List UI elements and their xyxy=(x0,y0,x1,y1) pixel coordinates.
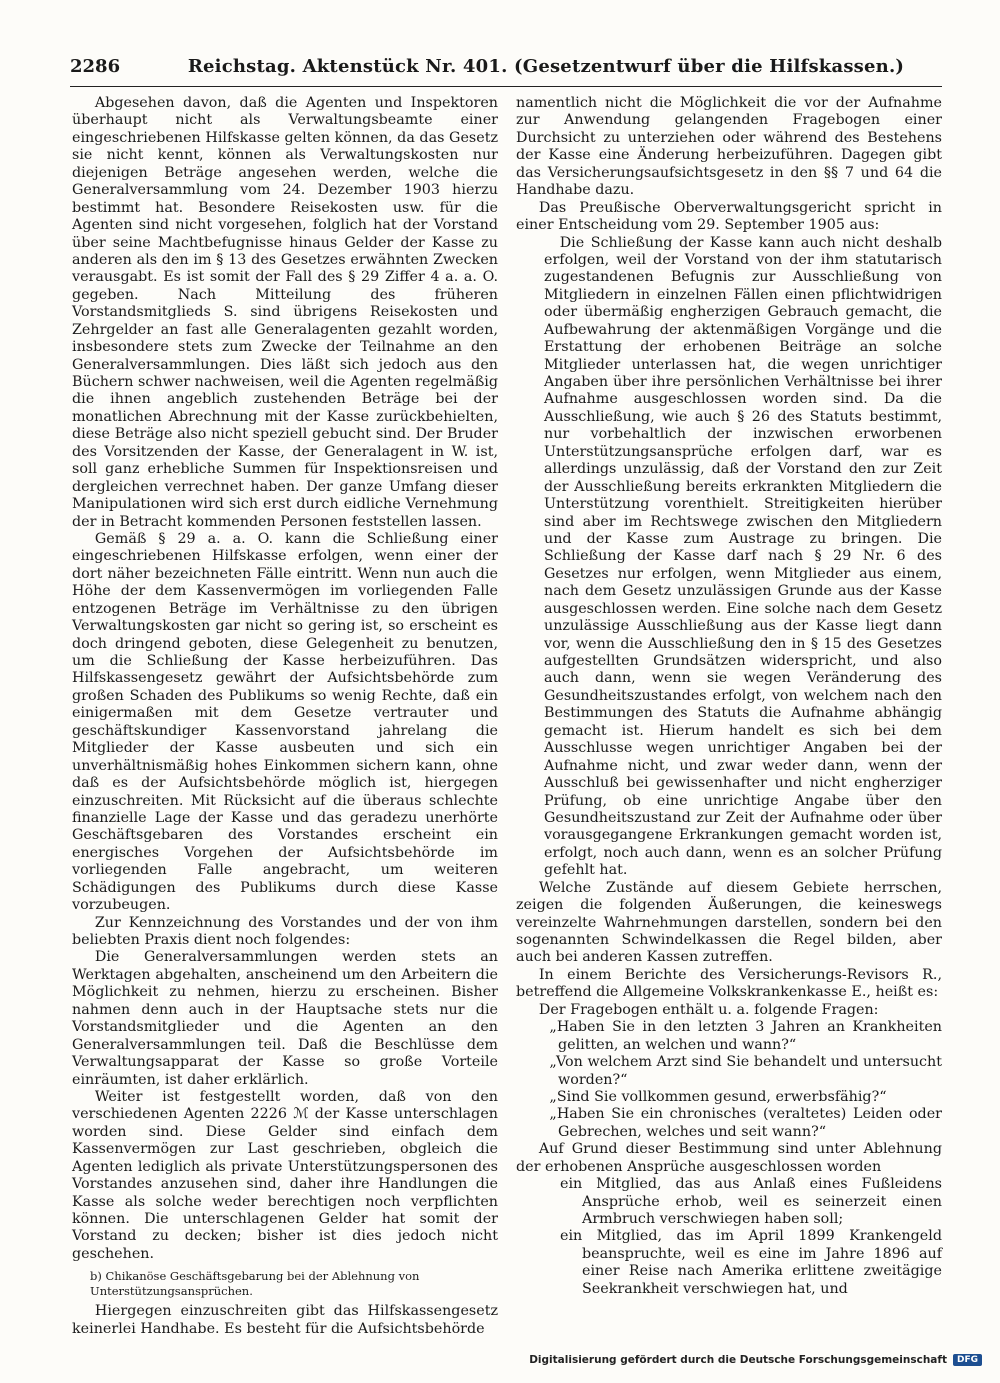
case-item: ein Mitglied, das aus Anlaß eines Fußleidens Ansprüche erhob, weil es seinerzeit einen Armbruch verschwiegen haben soll; xyxy=(560,1176,942,1227)
paragraph: Hiergegen einzuschreiten gibt das Hilfskassengesetz keinerlei Handhabe. Es besteht für die Aufsichtsbehörde xyxy=(72,1303,498,1337)
dfg-logo-icon: DFG xyxy=(953,1354,982,1366)
paragraph: Abgesehen davon, daß die Agenten und Inspektoren überhaupt nicht als Verwaltungsbeamte einer eingeschriebenen Hilfskasse gelten können, da das Gesetz sie nicht kennt, können als Verwaltungskosten nur diejenigen Beträge angesehen werden, welche die Generalversammlung vom 24. Dezember 1903 hierzu bestimmt hat. Besondere Reisekosten usw. für die Agenten sind nicht vorgesehen, folglich hat der Vorstand über seine Machtbefugnisse hinaus Gelder der Kasse zu anderen als den im § 13 des Gesetzes erwähnten Zwecken verausgabt. Es ist somit der Fall des § 29 Ziffer 4 a. a. O. gegeben. Nach Mitteilung des früheren Vorstandsmitglieds S. sind übrigens Reisekosten und Zehrgelder an fast alle Generalagenten gezahlt worden, insbesondere stets zum Zwecke der Teilnahme an den Generalversammlungen. Dies läßt sich jedoch aus den Büchern schwer nachweisen, weil die Agenten regelmäßig die ihnen angeblich zustehenden Beträge bei der monatlichen Abrechnung mit der Kasse zurückbehielten, diese Beträge also nicht speziell gebucht sind. Der Bruder des Vorsitzenden der Kasse, der Generalagent in W. ist, soll ganz erhebliche Summen für Inspektionsreisen und dergleichen verrechnet haben. Der ganze Umfang dieser Manipulationen wird sich erst durch eidliche Vernehmung der in Betracht kommenden Personen feststellen lassen. xyxy=(72,95,498,530)
page-header xyxy=(70,56,942,87)
credit-text: Digitalisierung gefördert durch die Deutsche Forschungsgemeinschaft xyxy=(529,1354,947,1366)
page-number: 2286 xyxy=(70,56,121,77)
left-column xyxy=(72,95,498,1337)
paragraph: Das Preußische Oberverwaltungsgericht spricht in einer Entscheidung vom 29. September 1905 aus: xyxy=(516,199,942,234)
question-item: „Haben Sie in den letzten 3 Jahren an Krankheiten gelitten, an welchen und wann?“ xyxy=(549,1019,942,1053)
paragraph: Welche Zustände auf diesem Gebiete herrschen, zeigen die folgenden Äußerungen, die keineswegs vereinzelte Wahrnehmungen darstellen, sondern bei den sogenannten Schwindelkassen die Regel bilden, aber auch bei anderen Kassen zutreffen. xyxy=(516,879,942,966)
court-quote: Die Schließung der Kasse kann auch nicht deshalb erfolgen, weil der Vorstand von der ihm statutarisch zugestandenen Befugnis zur Ausschließung von Mitgliedern in einzelnen Fällen einen pflichtwidrigen oder übermäßig engherzigen Gebrauch gemacht, die Aufbewahrung der aktenmäßigen Vorgänge und die Erstattung der erhobenen Beiträge an solche Mitglieder unterlassen hat, die wegen unrichtiger Angaben über ihre persönlichen Verhältnisse bei ihrer Aufnahme ausgeschlossen worden sind. Da die Ausschließung, wie auch § 26 des Statuts bestimmt, nur vorbehaltlich der inzwischen erworbenen Unterstützungsansprüche erfolgen darf, war es allerdings unzulässig, daß der Vorstand den zur Zeit der Ausschließung bereits erkrankten Mitgliedern die Unterstützung vorenthielt. Streitigkeiten hierüber sind aber im Rechtswege zwischen den Mitgliedern und der Kasse zum Austrage zu bringen. Die Schließung der Kasse darf nach § 29 Nr. 6 des Gesetzes nur erfolgen, wenn Mitglieder aus einem, nach dem Gesetz unzulässigen Grunde aus der Kasse ausgeschlossen werden. Eine solche nach dem Gesetz unzulässige Ausschließung aus der Kasse liegt dann vor, wenn die Ausschließung den in § 15 des Gesetzes aufgestellten Grundsätzen widerspricht, und also auch dann, wenn sie wegen Veränderung des Gesundheitszustandes erfolgt, von welchem nach den Bestimmungen des Statuts die Aufnahme abhängig gemacht ist. Hierum handelt es sich bei dem Ausschlusse wegen unrichtiger Angaben bei der Aufnahme nicht, und zwar weder dann, wenn der Ausschluß bei gewissenhafter und nicht engherziger Prüfung, ob eine unrichtige Angabe über den Gesundheitszustand zur Zeit der Aufnahme oder über vorausgegangene Erkrankungen gemacht worden ist, erfolgt, noch auch dann, wenn es an solcher Prüfung gefehlt hat. xyxy=(544,234,942,879)
question-item: „Von welchem Arzt sind Sie behandelt und untersucht worden?“ xyxy=(549,1054,942,1088)
text-columns xyxy=(72,95,942,1337)
paragraph: Der Fragebogen enthält u. a. folgende Fragen: xyxy=(538,1001,879,1018)
paragraph: Die Generalversammlungen werden stets an Werktagen abgehalten, anscheinend um den Arbeitern die Möglichkeit zu nehmen, hierzu zu erscheinen. Bisher nahmen denn auch in der Hauptsache stets nur die Vorstandsmitglieder und die Agenten an den Generalversammlungen teil. Daß die Beschlüsse dem Verwaltungsapparat der Kasse so große Vorteile einräumten, ist daher erklärlich. xyxy=(72,949,498,1088)
section-subheading: b) Chikanöse Geschäftsgebarung bei der Ablehnung von Unterstützungsansprüchen. xyxy=(90,1269,420,1299)
paragraph: Weiter ist festgestellt worden, daß von den verschiedenen Agenten 2226 ℳ der Kasse unterschlagen worden sind. Diese Gelder sind einfach dem Kassenvermögen zur Last geschrieben, obgleich die Agenten lediglich als private Unterstützungspersonen des Vorstandes anzusehen sind, daher ihre Handlungen die Kasse als solche weder berechtigen noch verpflichten können. Die unterschlagenen Gelder hat somit der Vorstand zu decken; bisher ist dies jedoch nicht geschehen. xyxy=(72,1088,498,1262)
right-column xyxy=(516,95,942,1305)
case-item: ein Mitglied, das im April 1899 Krankengeld beanspruchte, weil es eine im Jahre 1896 auf einer Reise nach Amerika erlittene zweitägige Seekrankheit verschwiegen hat, und xyxy=(560,1228,942,1297)
digitization-credit xyxy=(529,1351,982,1369)
paragraph: In einem Berichte des Versicherungs-Revisors R., betreffend die Allgemeine Volkskrankenkasse E., heißt es: xyxy=(516,966,942,1001)
paragraph: Auf Grund dieser Bestimmung sind unter Ablehnung der erhobenen Ansprüche ausgeschlossen worden xyxy=(516,1141,942,1175)
paragraph: Gemäß § 29 a. a. O. kann die Schließung einer eingeschriebenen Hilfskasse erfolgen, wenn einer der dort näher bezeichneten Fälle eintritt. Wenn nun auch die Höhe der dem Kassenvermögen im vorliegenden Falle entzogenen Beträge im Verhältnisse zu den übrigen Verwaltungskosten gar nicht so gering ist, so erscheint es doch dringend geboten, diese Gelegenheit zu benutzen, um die Schließung der Kasse herbeizuführen. Das Hilfskassengesetz gewährt der Aufsichtsbehörde zum großen Schaden des Publikums so wenig Rechte, daß ein einigermaßen mit dem Gesetze vertrauter und geschäftskundiger Kassenvorstand jahrelang die Mitglieder der Kasse ausbeuten und sich ein unverhältnismäßig hohes Einkommen sichern kann, ohne daß es der Aufsichtsbehörde möglich ist, hiergegen einzuschreiten. Mit Rücksicht auf die überaus schlechte finanzielle Lage der Kasse und das geradezu unerhörte Geschäftsgebaren des Vorstandes erscheint ein energisches Vorgehen der Aufsichtsbehörde im vorliegenden Falle angebracht, um weiteren Schädigungen des Publikums durch diese Kasse vorzubeugen. xyxy=(72,530,498,914)
paragraph: Zur Kennzeichnung des Vorstandes und der von ihm beliebten Praxis dient noch folgendes: xyxy=(72,914,498,948)
paragraph: namentlich nicht die Möglichkeit die vor der Aufnahme zur Anwendung gelangenden Fragebogen einer Durchsicht zu unterziehen oder während des Bestehens der Kasse eine Änderung herbeizuführen. Dagegen gibt das Versicherungsaufsichtsgesetz in den §§ 7 und 64 die Handhabe dazu. xyxy=(516,95,942,199)
running-title: Reichstag. Aktenstück Nr. 401. (Gesetzentwurf über die Hilfskassen.) xyxy=(187,56,905,77)
question-item: „Haben Sie ein chronisches (veraltetes) Leiden oder Gebrechen, welches und seit wann?“ xyxy=(549,1106,942,1140)
question-item: „Sind Sie vollkommen gesund, erwerbsfähig?“ xyxy=(549,1088,887,1105)
